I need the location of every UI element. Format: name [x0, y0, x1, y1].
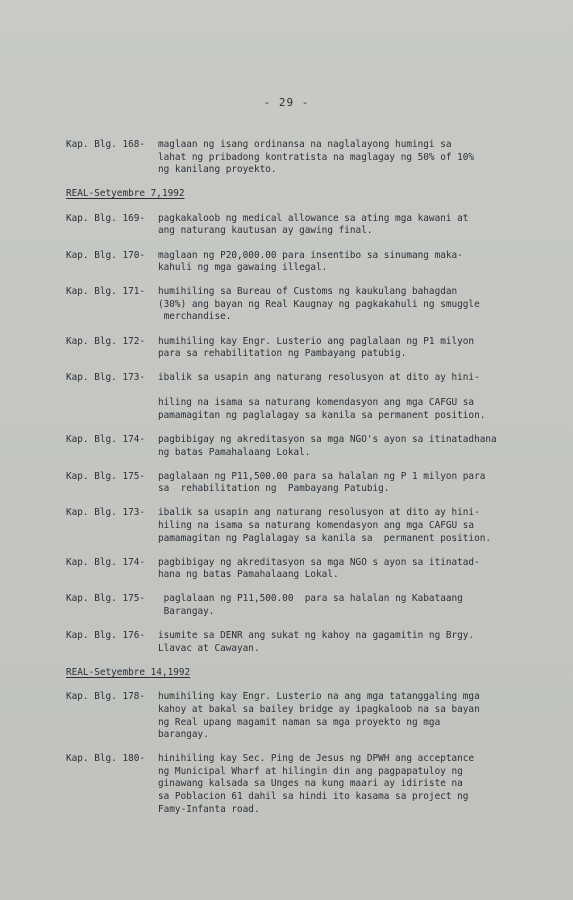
resolution-entry: [66, 213, 536, 238]
resolution-text: pagbibigay ng akreditasyon sa mga NGO s ayon sa itinatad- hana ng batas Pamahalaang Lokal.: [158, 556, 480, 581]
resolution-entry: [66, 593, 536, 618]
section: [66, 139, 536, 177]
resolution-entry: [66, 557, 536, 582]
resolution-number: Kap. Blg. 173-: [66, 372, 146, 384]
resolution-entry: [66, 250, 536, 275]
document-body: [66, 139, 536, 828]
resolution-text: humihiling kay Engr. Lusterio na ang mga tatanggaling mga kahoy at bakal sa bailey bridge ay ipagkaloob na sa bayan ng Real upang magamit naman sa mga proyekto ng mga barangay.: [158, 691, 480, 741]
resolution-text: paglalaan ng P11,500.00 para sa halalan ng Kabataang Barangay.: [163, 593, 463, 618]
resolution-entry: [66, 630, 536, 655]
resolution-entry: [66, 372, 536, 422]
section: [66, 188, 536, 655]
resolution-number: Kap. Blg. 171-: [66, 286, 146, 298]
resolution-entry: [66, 286, 536, 324]
resolution-entry: [66, 336, 536, 361]
section: [66, 667, 536, 816]
resolution-number: Kap. Blg. 180-: [66, 753, 146, 765]
resolution-number: Kap. Blg. 176-: [66, 630, 146, 642]
resolution-text: maglaan ng P20,000.00 para insentibo sa sinumang maka- kahuli ng mga gawaing illegal.: [158, 249, 463, 274]
resolution-number: Kap. Blg. 170-: [66, 249, 146, 261]
resolution-entry: [66, 139, 536, 177]
resolution-number: Kap. Blg. 175-: [66, 470, 146, 482]
resolution-number: Kap. Blg. 173-: [66, 507, 146, 519]
resolution-text: isumite sa DENR ang sukat ng kahoy na gagamitin ng Brgy. Llavac at Cawayan.: [158, 630, 475, 654]
resolution-number: Kap. Blg. 169-: [66, 212, 146, 224]
resolution-number: Kap. Blg. 174-: [66, 556, 146, 568]
resolution-entry: [66, 507, 536, 545]
resolution-text: maglaan ng isang ordinansa na naglalayong humingi sa lahat ng pribadong kontratista na maglagay ng 50% of 10% ng kanilang proyekto.: [158, 139, 475, 176]
resolution-entry: [66, 434, 536, 459]
resolution-text: paglalaan ng P11,500.00 para sa halalan ng P 1 milyon para sa rehabilitation ng Pambayang Patubig.: [158, 470, 486, 495]
resolution-text: hinihiling kay Sec. Ping de Jesus ng DPWH ang acceptance ng Municipal Wharf at hilingin din ang pagpapatuloy ng ginawang kalsada sa Unges na kung maari ay idiriste na sa Poblacion 61 dahil sa hindi ito kasama sa project ng Famy-Infanta road.: [158, 753, 475, 815]
resolution-text: pagkakaloob ng medical allowance sa ating mga kawani at ang naturang kautusan ay gawing final.: [158, 212, 469, 237]
resolution-number: Kap. Blg. 175-: [66, 593, 146, 605]
resolution-entry: [66, 691, 536, 741]
resolution-entry: [66, 471, 536, 496]
page-number: - 29 -: [263, 96, 310, 109]
resolution-text: ibalik sa usapin ang naturang resolusyon at dito ay hini- hiling na isama sa naturang komendasyon ang mga CAFGU sa pamamagitan ng Paglalagay sa kanila sa permanent position.: [158, 507, 492, 544]
resolution-text: humihiling kay Engr. Lusterio ang paglalaan ng P1 milyon para sa rehabilitation ng Pambayang patubig.: [158, 335, 475, 360]
resolution-text: humihiling sa Bureau of Customs ng kaukulang bahagdan (30%) ang bayan ng Real Kaugnay ng pagkakahuli ng smuggle merchandise.: [158, 286, 480, 323]
resolution-text: ibalik sa usapin ang naturang resolusyon at dito ay hini- hiling na isama sa naturang komendasyon ang mga CAFGU sa pamamagitan ng paglalagay sa kanila sa permanent position.: [158, 372, 486, 421]
resolution-number: Kap. Blg. 168-: [66, 139, 146, 150]
resolution-entry: [66, 753, 536, 816]
section-heading: REAL-Setyembre 14,1992: [66, 666, 191, 678]
section-heading: REAL-Setyembre 7,1992: [66, 188, 185, 200]
resolution-text: pagbibigay ng akreditasyon sa mga NGO's ayon sa itinatadhana ng batas Pamahalaang Lokal.: [158, 434, 497, 458]
resolution-number: Kap. Blg. 174-: [66, 434, 146, 446]
resolution-number: Kap. Blg. 172-: [66, 335, 146, 347]
resolution-number: Kap. Blg. 178-: [66, 691, 146, 703]
